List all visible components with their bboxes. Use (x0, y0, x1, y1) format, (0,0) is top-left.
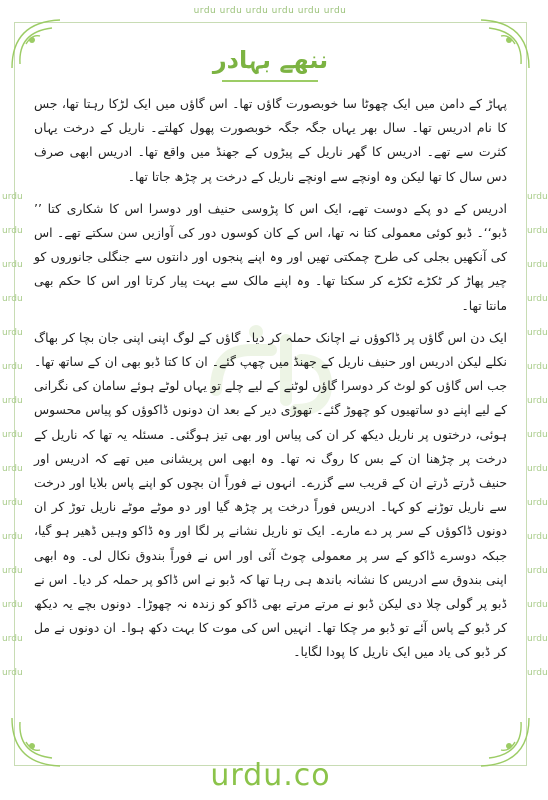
right-border-pattern: urdu urdu urdu urdu urdu urdu urdu urdu urdu urdu urdu urdu urdu urdu urdu (527, 192, 548, 678)
story-title: ننھے بہادر (212, 46, 329, 74)
paragraph-1: پہاڑ کے دامن میں ایک چھوٹا سا خوبصورت گاؤں تھا۔ اس گاؤں میں ایک لڑکا رہتا تھا، جس کا نام ادریس تھا۔ سال بھر یہاں جگہ جگہ خوبصورت پھول کھلتے۔ ناریل کے درخت یہاں کثرت سے تھے۔ ادریس کا گھر ناریل کے پیڑوں کے جھنڈ میں واقع تھا۔ ادریس ابھی صرف دس سال کا تھا لیکن وہ اونچے سے اونچے ناریل کے درخت پر چڑھ جاتا تھا۔ (34, 96, 507, 184)
left-border-pattern: urdu urdu urdu urdu urdu urdu urdu urdu urdu urdu urdu urdu urdu urdu urdu (2, 192, 23, 678)
title-underline (222, 80, 318, 82)
header-pattern: urdu urdu urdu urdu urdu urdu (193, 6, 347, 16)
story-body (34, 92, 507, 673)
paragraph-2: ادریس کے دو پکے دوست تھے، ایک اس کا پڑوسی حنیف اور دوسرا اس کا شکاری کتا ’’ ڈبو‘‘۔ ڈبو کوئی معمولی کتا نہ تھا، اس کے کان کوسوں دور کی آوازیں سن سکتے تھے۔ اس کی آنکھیں بجلی کی طرح چمکتی تھیں اور وہ اپنے پنجوں اور دانتوں سے جنگلی جانوروں کو چیر پھاڑ کر ٹکڑے ٹکڑے کر سکتا تھا۔ وہ اپنے مالک سے بہت پیار کرتا اور اس کا حکم بھی مانتا تھا۔ (34, 200, 507, 313)
paragraph-3: ایک دن اس گاؤں پر ڈاکوؤں نے اچانک حملہ کر دیا۔ گاؤں کے لوگ اپنی اپنی جان بچا کر بھاگ نکلے لیکن ادریس اور حنیف ناریل کے جھنڈ میں چھپ گئے۔ ان کا کتا ڈبو بھی ان کے ساتھ تھا۔ جب اس گاؤں کو لوٹ کر دوسرا گاؤں لوٹنے کے لیے چلے تو یہاں لوٹے ہوئے سامان کی نگرانی کے لیے اپنے دو ساتھیوں کو چھوڑ گئے۔ تھوڑی دیر کے بعد ان دونوں ڈاکوؤں کو پیاس محسوس ہوئی، درختوں پر ناریل دیکھ کر ان کی پیاس اور بھی تیز ہوگئی۔ مسئلہ یہ تھا کہ ناریل کے درخت پر چڑھنا ان کے بس کا روگ نہ تھا۔ وہ ابھی اس پریشانی میں تھے کہ ادریس اور حنیف ڈرتے ڈرتے ان کے قریب سے گزرے۔ انہوں نے فوراً ان بچوں کو اپنے پاس بلایا اور درخت سے ناریل توڑنے کو کہا۔ ادریس فوراً درخت پر چڑھ گیا اور دو موٹے موٹے ناریل توڑ کر ان دونوں ڈاکوؤں کے سر پر دے مارے۔ ایک تو ناریل نشانے پر لگا اور وہ ڈاکو وہیں ڈھیر ہو گیا، جبکہ دوسرے ڈاکو کے سر پر معمولی چوٹ آئی اور اس نے فوراً بندوق نکال لی۔ وہ ابھی اپنی بندوق سے ادریس کا نشانہ باندھ ہی رہا تھا کہ ڈبو نے اس ڈاکو پر حملہ کر دیا۔ اس نے ڈبو پر گولی چلا دی لیکن ڈبو نے مرتے مرتے بھی ڈاکو کو زندہ نہ چھوڑا۔ دونوں بچے یہ دیکھ کر ڈبو کے پاس آئے تو ڈبو مر چکا تھا۔ انہیں اس کی موت کا بہت دکھ ہوا۔ ان دونوں نے مل کر ڈبو کی یاد میں ایک ناریل کا پودا لگایا۔ (34, 329, 507, 660)
site-logo[interactable]: urdu.co (210, 758, 331, 793)
